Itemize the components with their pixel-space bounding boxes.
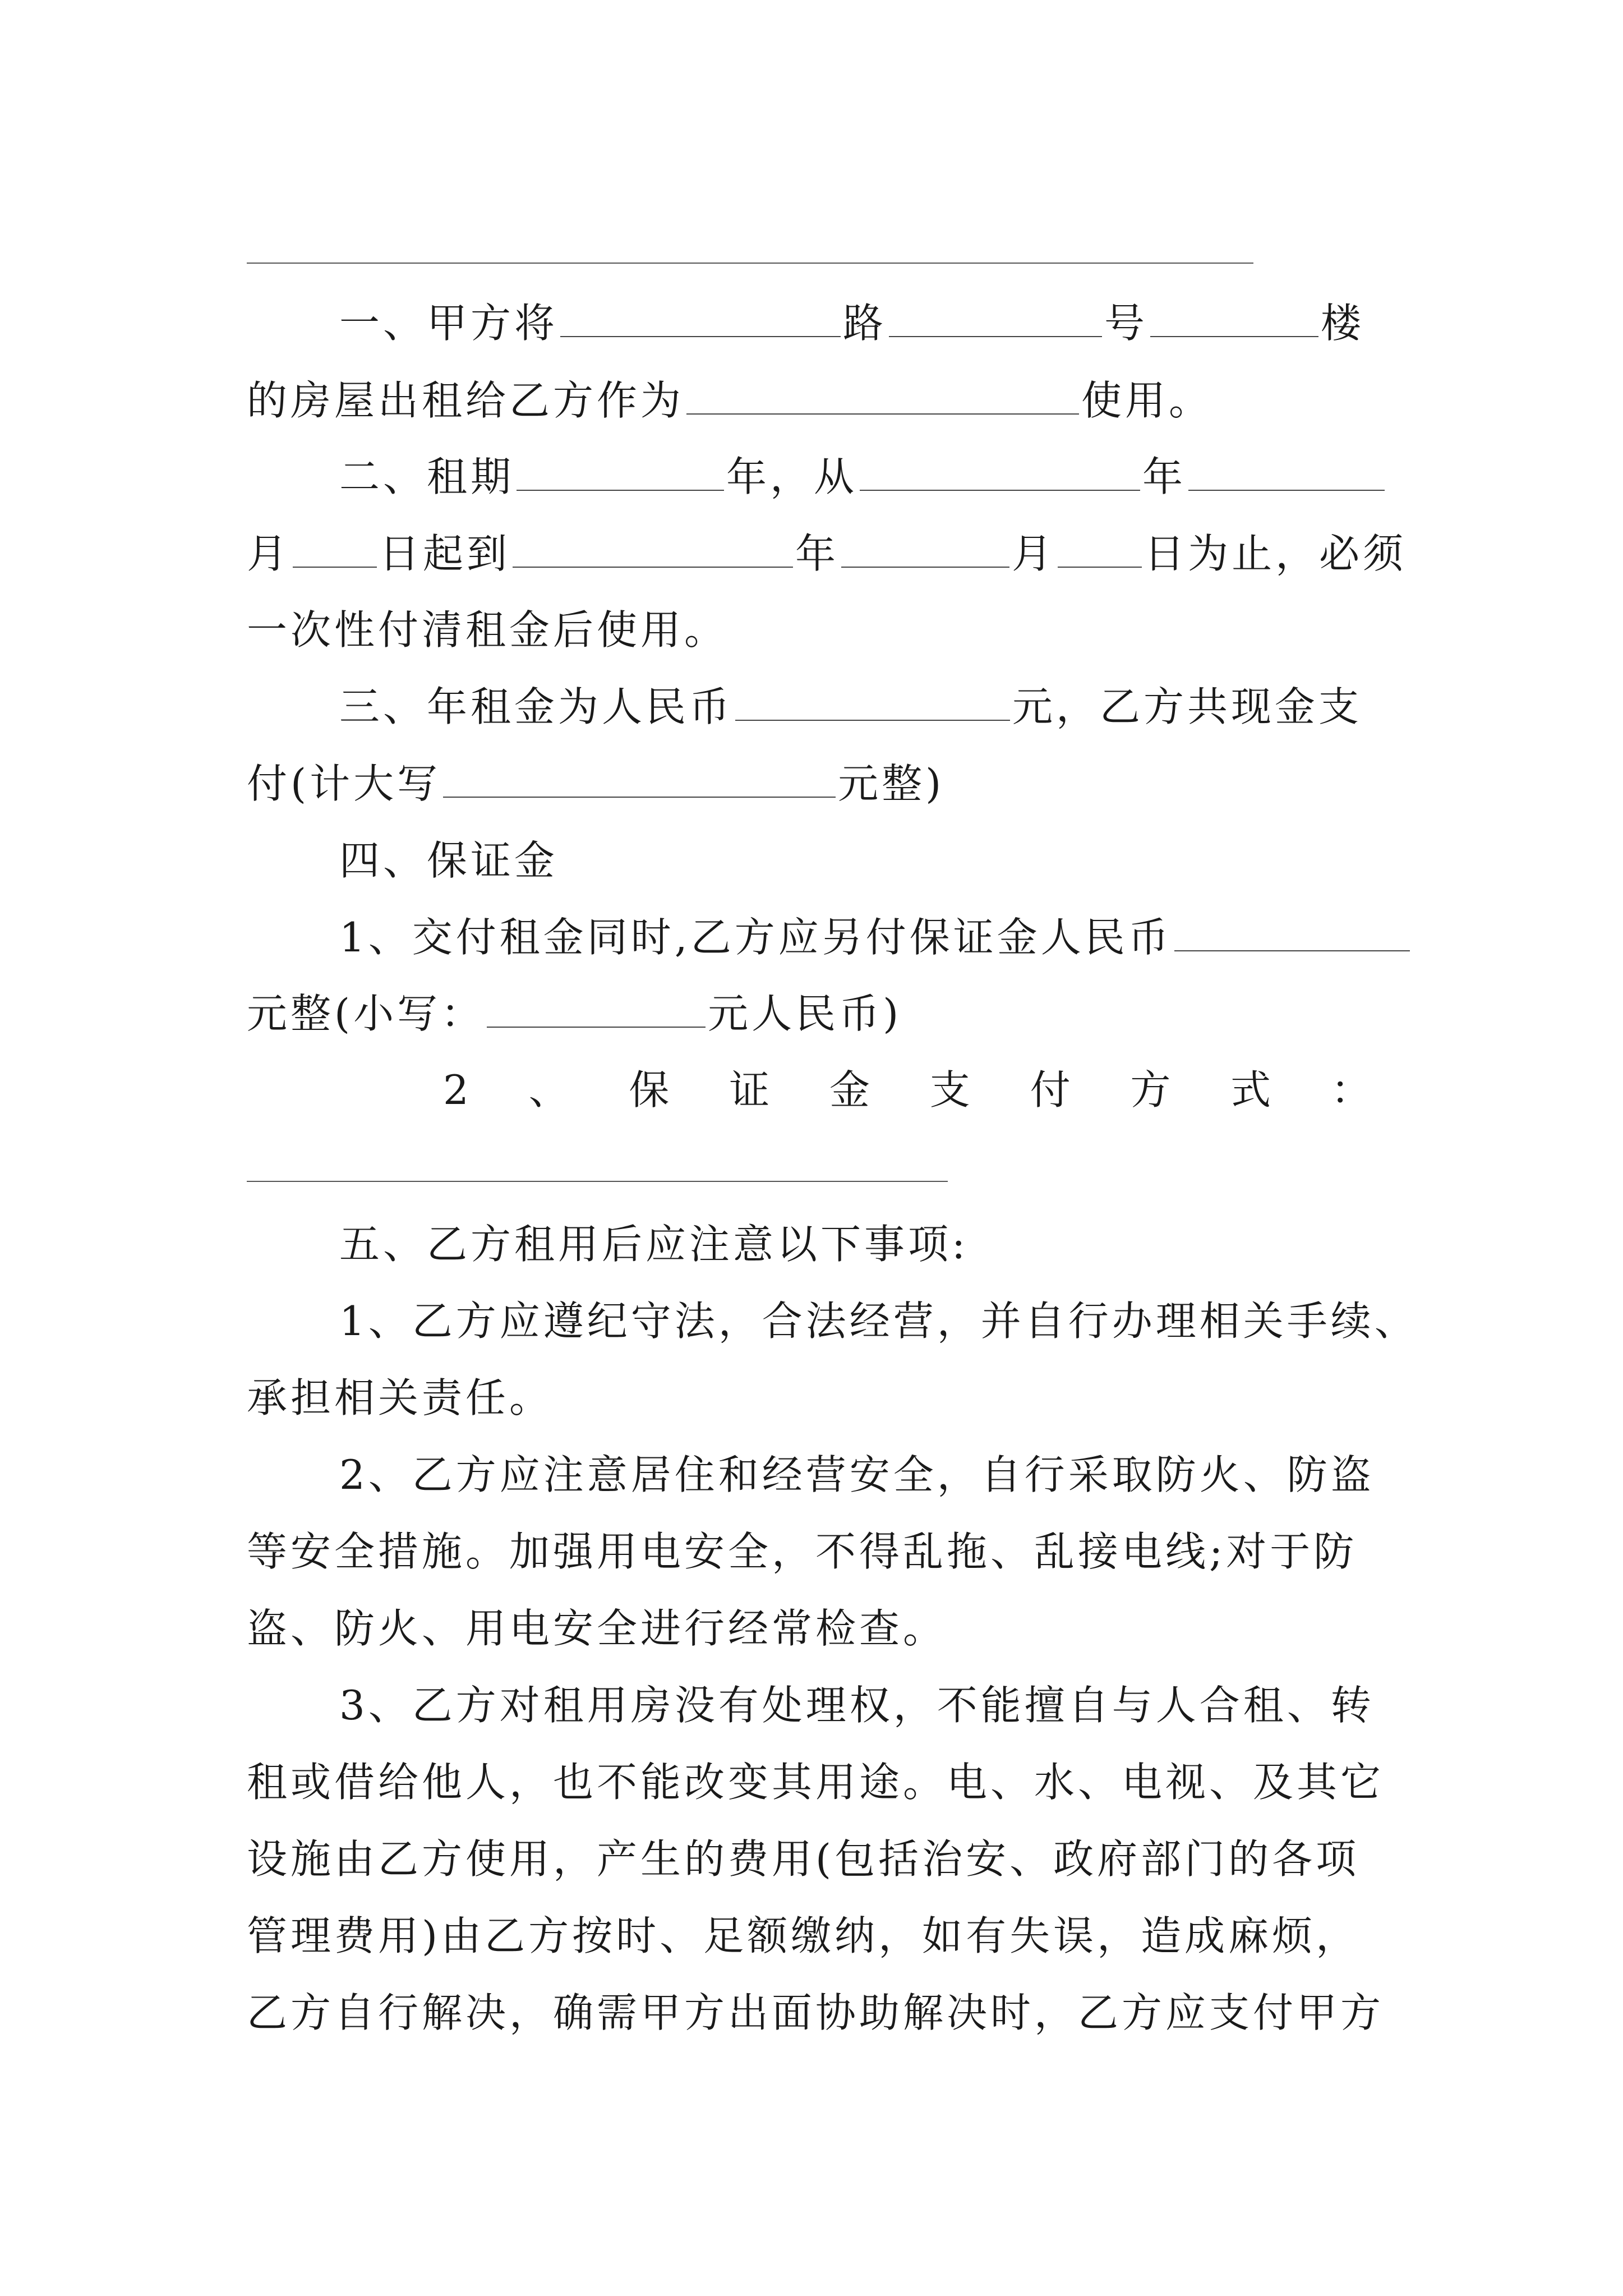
clause-5-item-3-line-5 <box>247 1985 1384 2041</box>
clause-4-title <box>339 832 558 889</box>
blank-term-years <box>517 456 724 491</box>
clause-3-line-1 <box>339 679 1362 735</box>
deposit-method-char: 付 <box>1030 1066 1071 1114</box>
blank-number <box>889 302 1102 337</box>
clause-5-item-1-line-1 <box>339 1293 1418 1349</box>
blank-end-month <box>841 533 1009 568</box>
blank-deposit-lowercase <box>487 993 706 1028</box>
clause-5-item-1-line-2 <box>247 1370 553 1426</box>
clause-4-item-1-line-2 <box>247 986 902 1042</box>
clause-1-end-text: 使用。 <box>1081 377 1213 424</box>
clause-2-line-1 <box>339 449 1387 505</box>
top-blank-rule <box>247 263 1253 264</box>
blank-end-day <box>1058 533 1142 568</box>
clause-1-line-2 <box>247 372 1212 429</box>
clause-3-cash-text: 元，乙方共现金支 <box>1012 683 1363 730</box>
clause-1-purpose-text: 的房屋出租给乙方作为 <box>247 377 685 424</box>
blank-start-day <box>293 533 377 568</box>
deposit-method-char: 式 <box>1230 1066 1271 1114</box>
blank-end-year <box>513 533 793 568</box>
deposit-method-char: 支 <box>929 1066 970 1114</box>
clause-4-item-1-line-1 <box>339 909 1412 965</box>
start-month-label: 月 <box>247 530 291 577</box>
blank-rent-in-words <box>443 763 836 798</box>
end-month-label: 月 <box>1012 530 1056 577</box>
deposit-item-1-text: 1、交付租金同时,乙方应另付保证金人民币 <box>339 914 1172 961</box>
notice-1-text: 1、乙方应遵纪守法，合法经营，并自行办理相关手续、 <box>339 1297 1418 1345</box>
clause-1-line-1 <box>339 295 1364 351</box>
clause-3-end-text: 元整) <box>838 760 945 807</box>
blank-annual-rent <box>735 686 1010 721</box>
blank-purpose <box>686 380 1079 415</box>
blank-start-month <box>1188 456 1385 491</box>
notice-3-text: 3、乙方对租用房没有处理权，不能擅自与人合租、转 <box>339 1682 1375 1729</box>
building-label: 楼 <box>1321 300 1365 347</box>
clause-2-line-3 <box>247 602 728 658</box>
clause-5-item-3-line-4 <box>247 1908 1359 1964</box>
notice-3-text-cont: 租或借给他人，也不能改变其用途。电、水、电视、及其它 <box>247 1759 1385 1806</box>
notices-heading: 五、乙方租用后应注意以下事项: <box>339 1221 969 1268</box>
clause-5-item-3-line-1 <box>339 1677 1375 1733</box>
clause-5-item-3-line-2 <box>247 1754 1384 1810</box>
clause-5-item-2-line-2 <box>247 1524 1357 1580</box>
blank-building <box>1150 302 1318 337</box>
road-label: 路 <box>843 300 887 347</box>
notice-1-text-cont: 承担相关责任。 <box>247 1374 554 1421</box>
clause-2-payment-text: 一次性付清租金后使用。 <box>247 606 728 654</box>
deposit-method-char: 、 <box>528 1066 569 1114</box>
deposit-method-char: 方 <box>1130 1066 1171 1114</box>
deposit-currency-text: 元人民币) <box>708 990 902 1037</box>
deposit-method-blank-rule <box>247 1181 948 1182</box>
notice-3-text-cont: 管理费用)由乙方按时、足额缴纳，如有失误，造成麻烦， <box>247 1912 1360 1959</box>
blank-deposit-amount <box>1174 917 1410 951</box>
blank-road-name <box>560 302 841 337</box>
clause-2-text: 二、租期 <box>339 453 515 500</box>
clause-1-text: 一、甲方将 <box>339 300 559 347</box>
clause-3-line-2 <box>247 756 944 812</box>
clause-5-item-2-line-3 <box>247 1600 947 1657</box>
deposit-method-char: 2 <box>443 1066 469 1114</box>
number-label: 号 <box>1104 300 1149 347</box>
deposit-lowercase-text: 元整(小写： <box>247 990 485 1037</box>
deposit-heading: 四、保证金 <box>339 837 559 884</box>
clause-5-item-2-line-1 <box>339 1447 1375 1503</box>
clause-2-from-text: 年，从 <box>726 453 858 500</box>
deposit-method-char: ： <box>1330 1066 1371 1114</box>
clause-2-end-text: 日为止，必须 <box>1144 530 1407 577</box>
clause-3-text: 三、年租金为人民币 <box>339 683 734 730</box>
blank-start-year <box>860 456 1140 491</box>
deposit-method-char: 证 <box>729 1066 770 1114</box>
start-year-label: 年 <box>1142 453 1187 500</box>
clause-4-item-2-line <box>443 1062 1371 1118</box>
clause-2-line-2 <box>247 526 1407 582</box>
notice-3-text-cont: 设施由乙方使用，产生的费用(包括治安、政府部门的各项 <box>247 1835 1360 1883</box>
deposit-method-char: 金 <box>829 1066 870 1114</box>
clause-5-item-3-line-3 <box>247 1831 1359 1887</box>
end-year-label: 年 <box>795 530 840 577</box>
notice-2-text-end: 盗、防火、用电安全进行经常检查。 <box>247 1605 947 1652</box>
clause-5-title <box>339 1216 969 1272</box>
clause-3-capital-text: 付(计大写 <box>247 760 441 807</box>
deposit-method-char: 保 <box>629 1066 670 1114</box>
clause-2-until-text: 日起到 <box>379 530 511 577</box>
notice-2-text: 2、乙方应注意居住和经营安全，自行采取防火、防盗 <box>339 1451 1375 1498</box>
notice-3-text-cont: 乙方自行解决，确需甲方出面协助解决时，乙方应支付甲方 <box>247 1989 1385 2036</box>
notice-2-text-cont: 等安全措施。加强用电安全，不得乱拖、乱接电线;对于防 <box>247 1528 1358 1575</box>
